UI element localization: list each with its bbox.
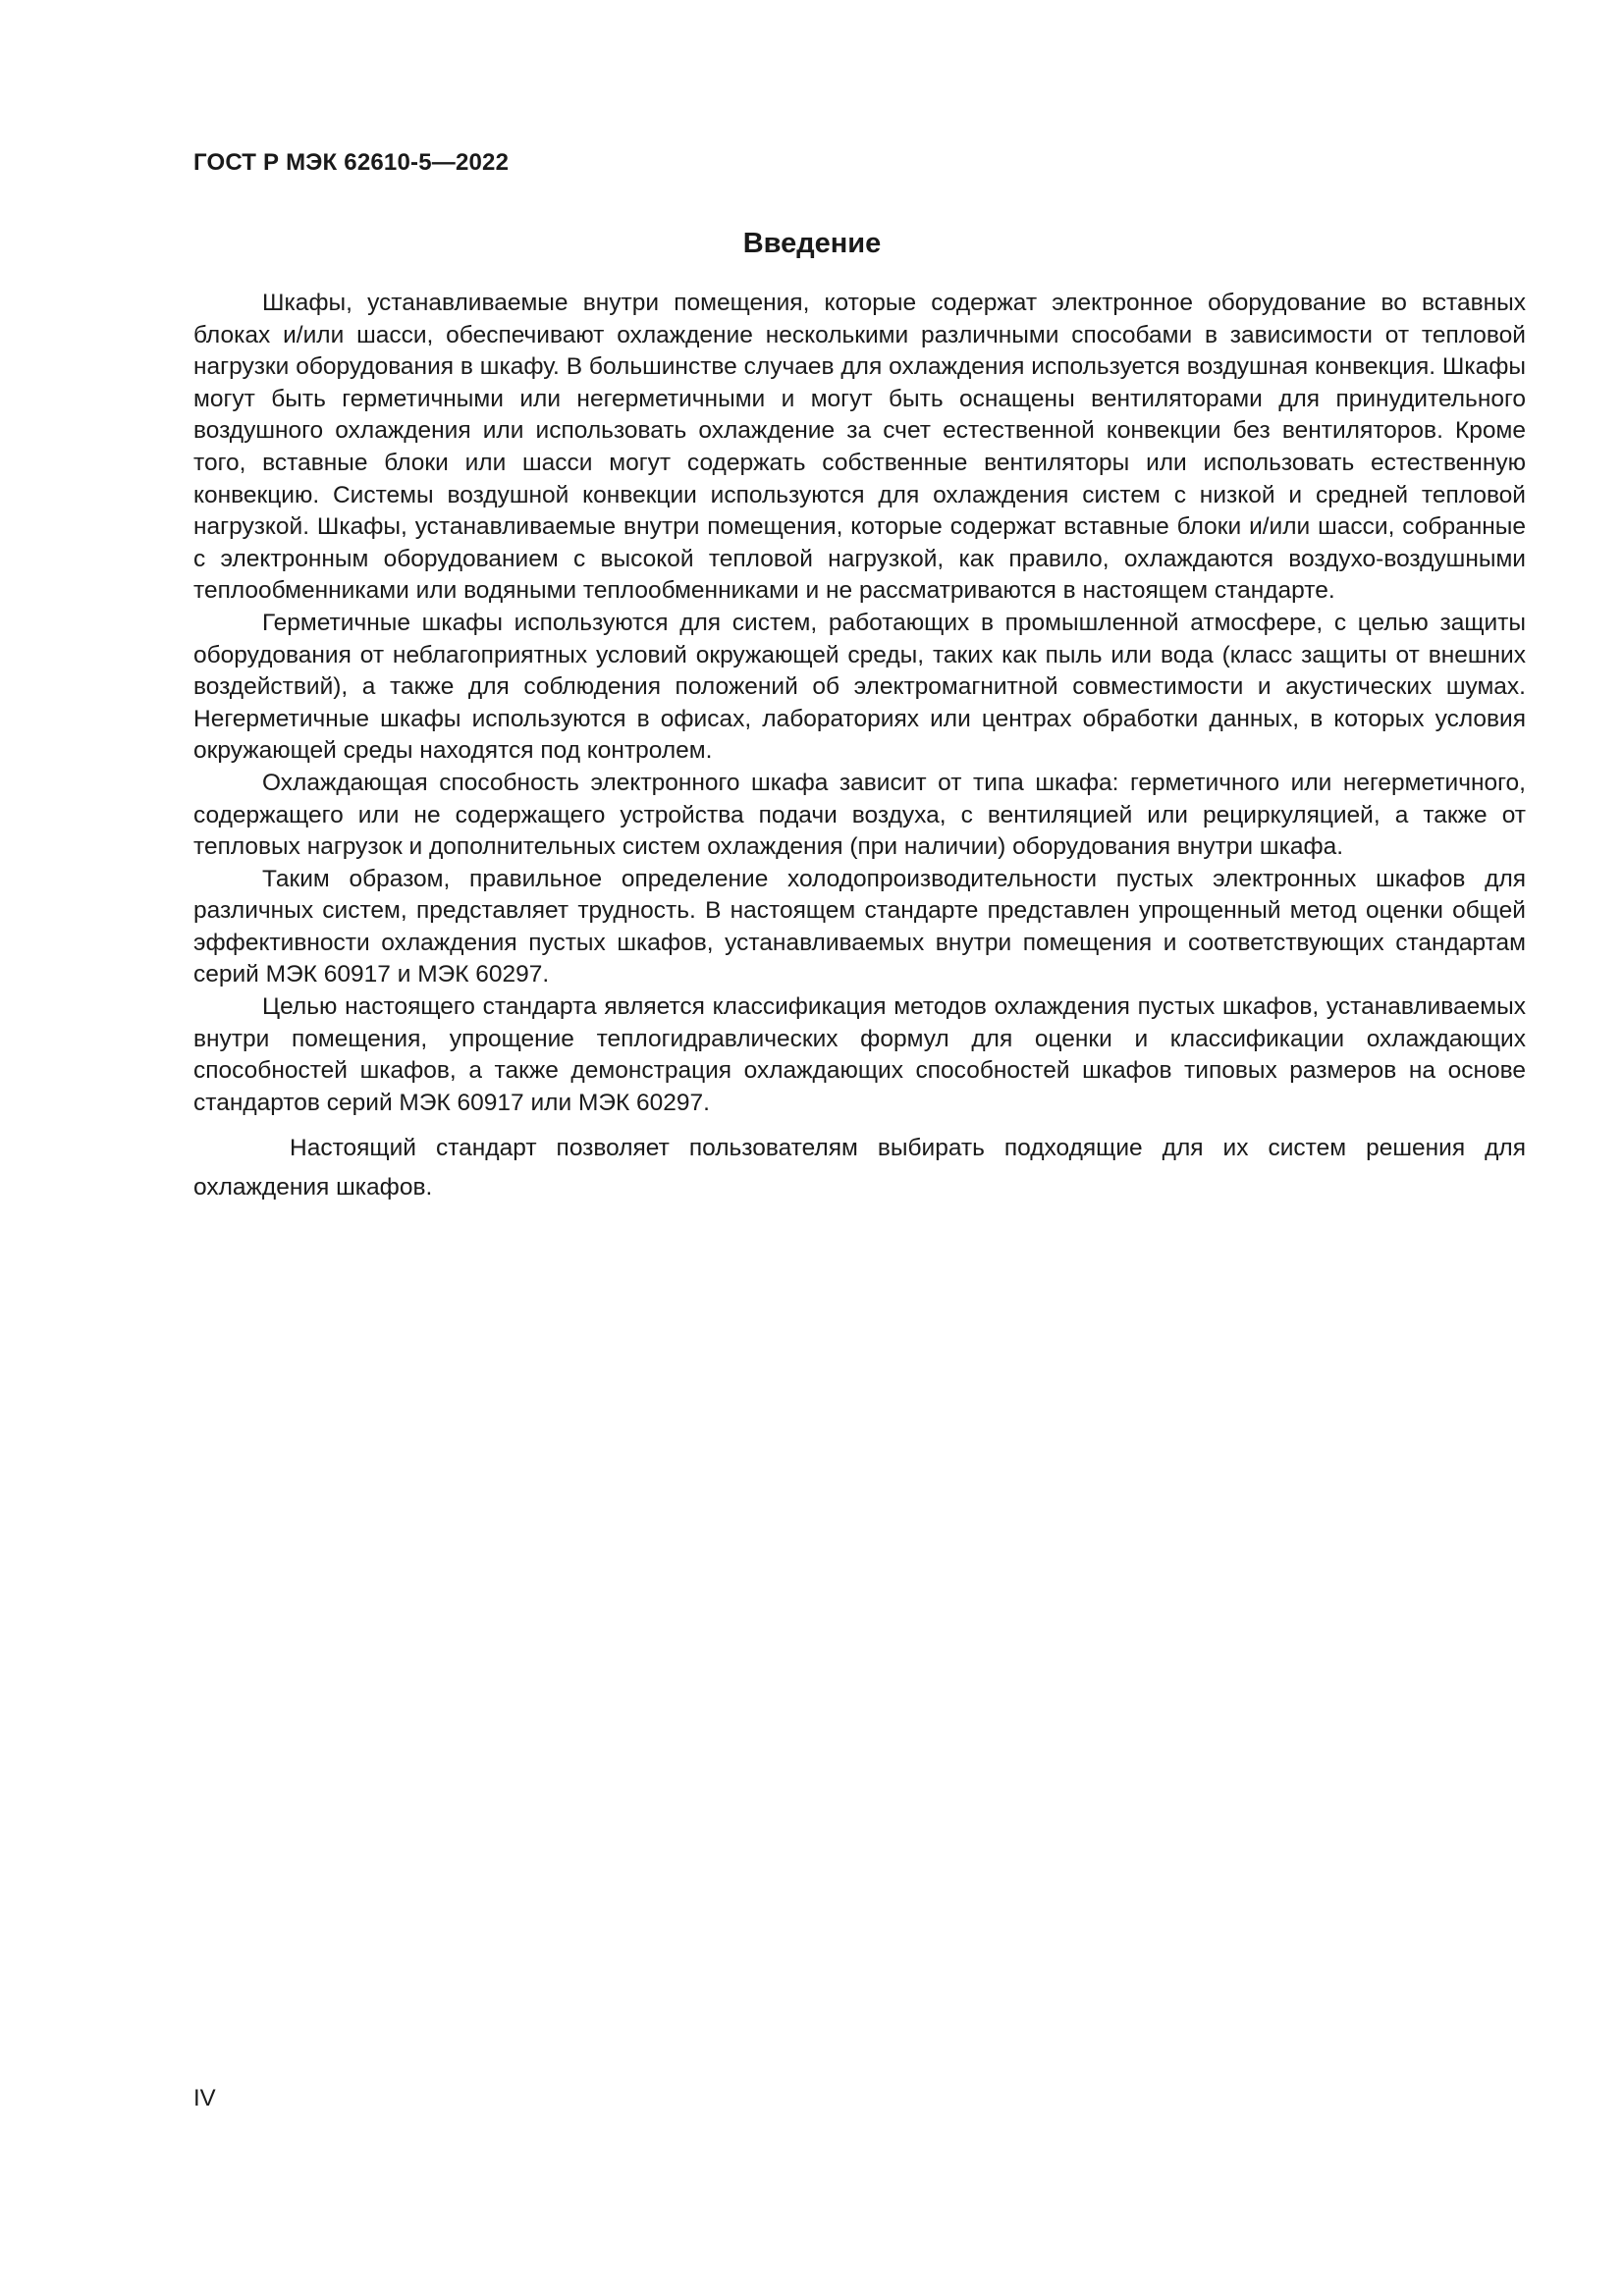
paragraph: Герметичные шкафы используются для систем, работающих в промышленной атмосфере, с целью защиты оборудования от неблагоприятных условий окружающей среды, таких как пыль или вода (класс защиты от внешних воздействий), а также для соблюдения положений об электромагнитной совместимости и акустических шумах. Негерметичные шкафы используются в офисах, лабораториях или центрах обработки данных, в которых условия окружающей среды находятся под контролем. — [193, 609, 1526, 765]
section-title: Введение — [742, 228, 882, 259]
paragraph: Настоящий стандарт позволяет пользователям выбирать подходящие для их систем решения для охлаждения шкафов. — [193, 1135, 1526, 1201]
page-number: IV — [193, 2085, 216, 2111]
document-code: ГОСТ Р МЭК 62610-5—2022 — [193, 149, 510, 176]
paragraph: Целью настоящего стандарта является классификация методов охлаждения пустых шкафов, устанавливаемых внутри помещения, упрощение теплогидравлических формул для оценки и классификации охлаждающих способностей шкафов, а также демонстрация охлаждающих способностей шкафов типовых размеров на основе стандартов серий МЭК 60917 или МЭК 60297. — [193, 993, 1526, 1116]
body-text — [193, 288, 1526, 1207]
paragraph: Шкафы, устанавливаемые внутри помещения, которые содержат электронное оборудование во вставных блоках и/или шасси, обеспечивают охлаждение несколькими различными способами в зависимости от тепловой нагрузки оборудования в шкафу. В большинстве случаев для охлаждения используется воздушная конвекция. Шкафы могут быть герметичными или негерметичными и могут быть оснащены вентиляторами для принудительного воздушного охлаждения или использовать охлаждение за счет естественной конвекции без вентиляторов. Кроме того, вставные блоки или шасси могут содержать собственные вентиляторы или использовать естественную конвекцию. Системы воздушной конвекции используются для охлаждения систем с низкой и средней тепловой нагрузкой. Шкафы, устанавливаемые внутри помещения, которые содержат вставные блоки и/или шасси, собранные с электронным оборудованием с высокой тепловой нагрузкой, как правило, охлаждаются воздухо-воздушными теплообменниками или водяными теплообменниками и не рассматриваются в настоящем стандарте. — [193, 290, 1526, 605]
paragraph: Таким образом, правильное определение холодопроизводительности пустых электронных шкафов для различных систем, представляет трудность. В настоящем стандарте представлен упрощенный метод оценки общей эффективности охлаждения пустых шкафов, устанавливаемых внутри помещения и соответствующих стандартам серий МЭК 60917 и МЭК 60297. — [193, 865, 1526, 988]
paragraph: Охлаждающая способность электронного шкафа зависит от типа шкафа: герметичного или негерметичного, содержащего или не содержащего устройства подачи воздуха, с вентиляцией или рециркуляцией, а также от тепловых нагрузок и дополнительных систем охлаждения (при наличии) оборудования внутри шкафа. — [193, 769, 1526, 861]
